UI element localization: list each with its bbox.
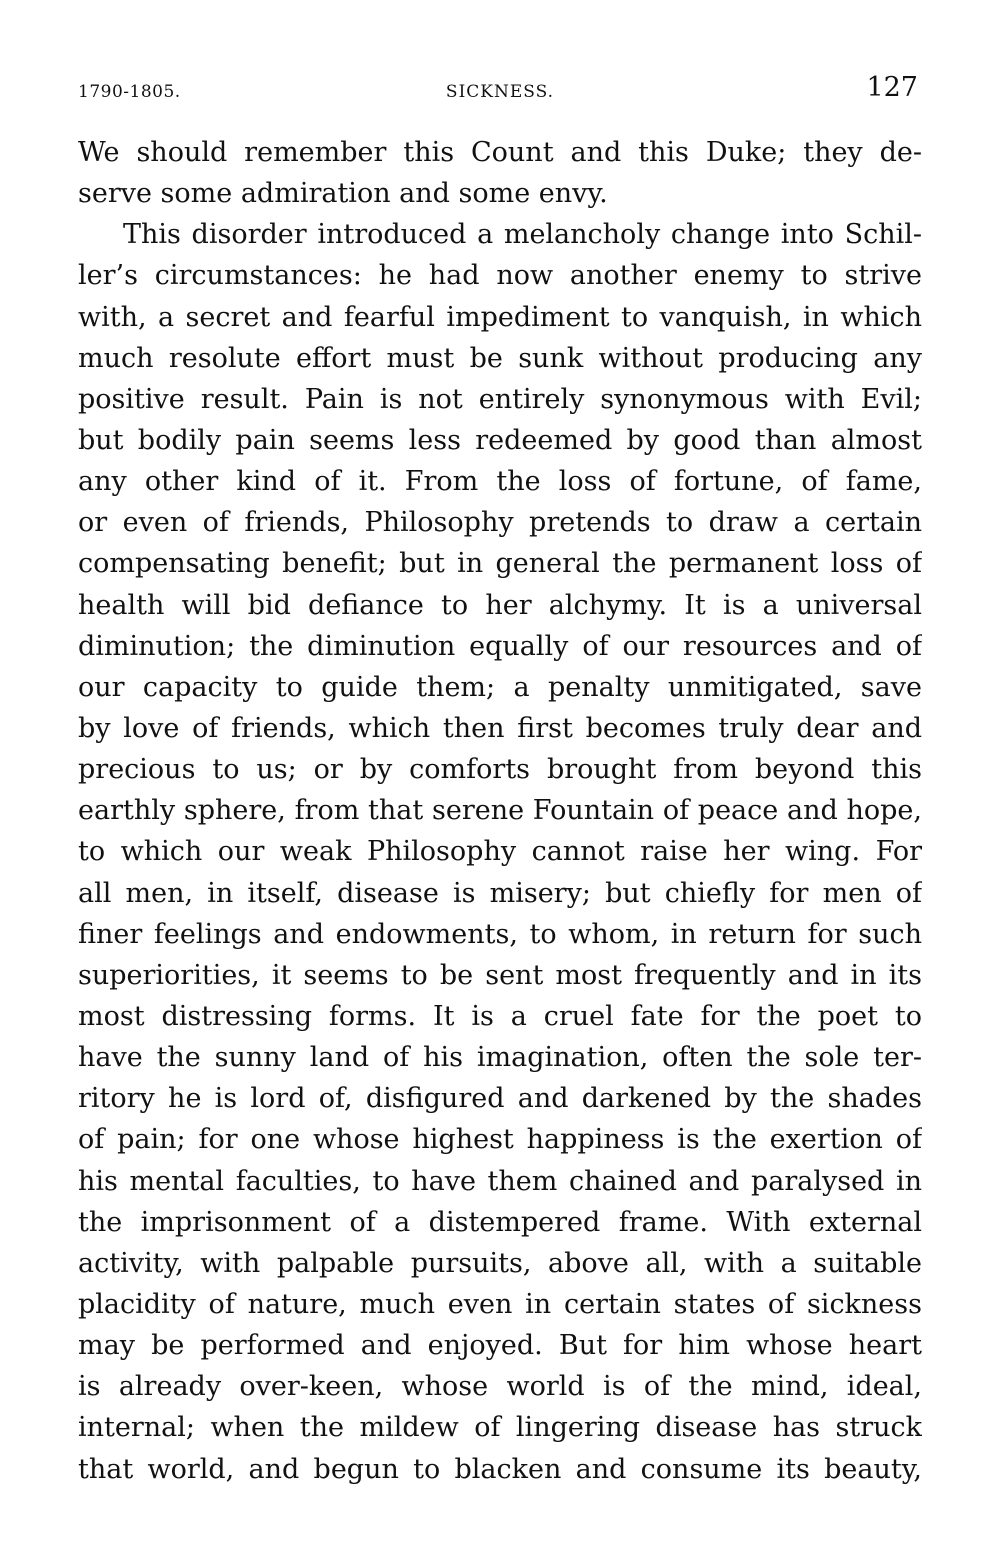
text-line: positive result. Pain is not entirely synonymous with Evil; xyxy=(78,383,922,415)
text-line: have the sunny land of his imagination, often the sole ter- xyxy=(78,1042,922,1074)
text-line: superiorities, it seems to be sent most frequently and in its xyxy=(78,959,922,991)
text-line: ritory he is lord of, disfigured and darkened by the shades xyxy=(78,1083,922,1115)
text-line: with, a secret and fearful impediment to vanquish, in which xyxy=(78,301,922,333)
text-line: precious to us; or by comforts brought from beyond this xyxy=(78,754,922,786)
text-line: our capacity to guide them; a penalty unmitigated, save xyxy=(78,671,922,703)
running-head xyxy=(78,72,922,106)
text-line: serve some admiration and some envy. xyxy=(78,178,608,210)
page-number: 127 xyxy=(866,72,918,103)
text-line: earthly sphere, from that serene Fountain of peace and hope, xyxy=(78,795,922,827)
text-line: any other kind of it. From the loss of fortune, of fame, xyxy=(78,466,922,498)
text-line: We should remember this Count and this Duke; they de- xyxy=(78,137,922,168)
text-line: may be performed and enjoyed. But for him whose heart xyxy=(78,1330,922,1362)
text-line: finer feelings and endowments, to whom, in return for such xyxy=(78,918,922,950)
text-line: most distressing forms. It is a cruel fate for the poet to xyxy=(78,1000,922,1032)
text-line: that world, and begun to blacken and consume its beauty, xyxy=(78,1453,922,1485)
text-line: health will bid defiance to her alchymy. It is a universal xyxy=(78,589,922,621)
text-line: is already over-keen, whose world is of the mind, ideal, xyxy=(78,1371,922,1403)
body-text xyxy=(78,132,922,1490)
text-line: ler’s circumstances: he had now another enemy to strive xyxy=(78,260,922,292)
text-line: all men, in itself, disease is misery; but chiefly for men of xyxy=(78,877,922,909)
text-line: the imprisonment of a distempered frame. With external xyxy=(78,1206,922,1238)
text-line: activity, with palpable pursuits, above all, with a suitable xyxy=(78,1247,922,1279)
text-line: internal; when the mildew of lingering disease has struck xyxy=(78,1412,922,1444)
chapter-heading: SICKNESS. xyxy=(445,82,555,102)
text-line: but bodily pain seems less redeemed by good than almost xyxy=(78,424,922,456)
text-line: diminution; the diminution equally of our resources and of xyxy=(78,630,922,662)
text-line: of pain; for one whose highest happiness is the exertion of xyxy=(78,1124,922,1156)
date-range-heading: 1790-1805. xyxy=(78,82,181,102)
text-line: placidity of nature, much even in certain states of sickness xyxy=(78,1288,922,1320)
text-line: This disorder introduced a melancholy change into Schil- xyxy=(123,219,922,251)
text-line: by love of friends, which then first becomes truly dear and xyxy=(78,712,922,744)
text-line: his mental faculties, to have them chained and paralysed in xyxy=(78,1165,922,1197)
text-line: much resolute effort must be sunk without producing any xyxy=(78,342,922,374)
text-line: or even of friends, Philosophy pretends to draw a certain xyxy=(78,507,922,539)
text-line: compensating benefit; but in general the permanent loss of xyxy=(78,548,922,580)
text-line: to which our weak Philosophy cannot raise her wing. For xyxy=(78,836,922,868)
